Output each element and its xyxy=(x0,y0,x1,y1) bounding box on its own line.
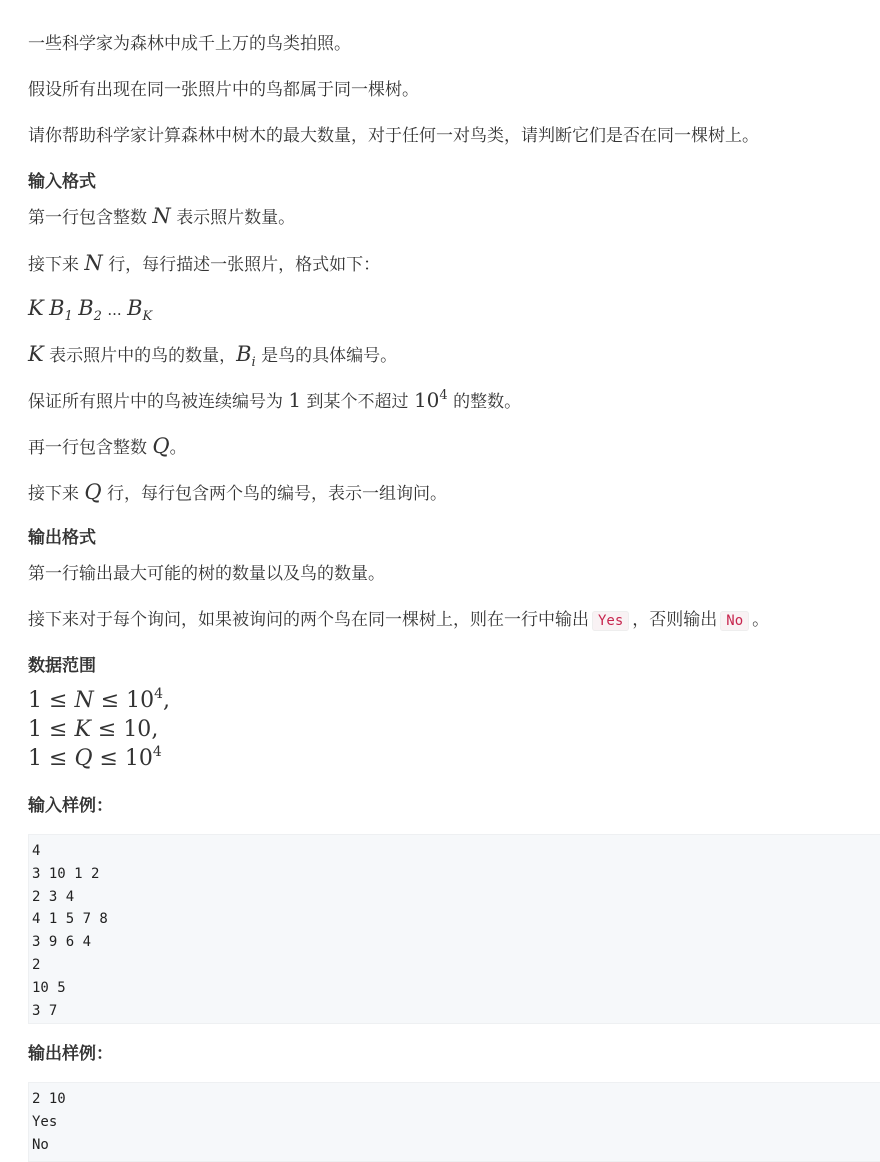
input-line-7-post: 行，每行包含两个鸟的编号，表示一组询问。 xyxy=(107,484,448,504)
input-line-4 xyxy=(28,342,397,368)
input-line-5-mid: 到某个不超过 xyxy=(306,392,409,412)
code-line: No xyxy=(32,1136,49,1153)
sample-input-code[interactable] xyxy=(28,834,880,1024)
sample-input-heading: 输入样例： xyxy=(28,796,113,816)
code-line: 2 xyxy=(32,956,41,973)
input-line-6-post: 。 xyxy=(169,438,187,458)
photo-format-formula xyxy=(28,296,152,322)
input-line-7-pre: 接下来 xyxy=(28,484,79,504)
input-line-6-pre: 再一行包含整数 xyxy=(28,438,147,458)
var-n: N xyxy=(152,204,171,228)
formula-bk: $B_K$ xyxy=(127,296,153,324)
formula-b2: $B_2$ xyxy=(78,296,102,324)
input-line-2 xyxy=(28,251,380,277)
input-line-4-mid: 表示照片中的鸟的数量， xyxy=(49,346,237,366)
code-line: 10 5 xyxy=(32,979,66,996)
input-format-heading: 输入格式 xyxy=(28,172,96,192)
num-ten-pow-four: $10^4$ xyxy=(413,388,448,412)
output-line-2-post: 。 xyxy=(752,610,770,630)
output-line-1: 第一行输出最大可能的树的数量以及鸟的数量。 xyxy=(28,564,385,584)
data-range-formulas xyxy=(28,686,170,773)
range-k: 1 ≤ K ≤ 10, xyxy=(28,717,159,742)
var-q: Q xyxy=(152,434,170,458)
formula-b1: $B_1$ xyxy=(49,296,73,324)
range-q: $1 \le Q \le 10^4$ xyxy=(28,744,162,771)
output-line-2-mid: ，否则输出 xyxy=(632,610,718,630)
code-line: 3 10 1 2 xyxy=(32,865,100,882)
no-code: No xyxy=(720,611,749,631)
input-line-5-post: 的整数。 xyxy=(453,392,522,412)
formula-dots: ... xyxy=(107,301,122,319)
range-n: $1 \le N \le 10^4$, xyxy=(28,686,171,713)
output-line-2 xyxy=(28,608,769,633)
formula-k: K xyxy=(28,296,44,320)
yes-code: Yes xyxy=(592,611,629,631)
var-n: N xyxy=(84,251,103,275)
sample-output-heading: 输出样例： xyxy=(28,1044,113,1064)
input-line-5-pre: 保证所有照片中的鸟被连续编号为 xyxy=(28,392,283,412)
input-line-7 xyxy=(28,480,447,506)
code-line: 3 7 xyxy=(32,1002,58,1019)
input-line-4-post: 是鸟的具体编号。 xyxy=(261,346,398,366)
input-line-1 xyxy=(28,204,295,230)
code-line: Yes xyxy=(32,1113,58,1130)
code-line: 2 3 4 xyxy=(32,888,75,905)
code-line: 4 1 5 7 8 xyxy=(32,911,108,928)
code-line: 3 9 6 4 xyxy=(32,934,92,951)
num-one: 1 xyxy=(288,388,302,412)
data-range-heading: 数据范围 xyxy=(28,656,96,676)
code-line: 2 10 xyxy=(32,1091,66,1107)
output-format-heading: 输出格式 xyxy=(28,528,96,548)
input-line-2-pre: 接下来 xyxy=(28,255,79,275)
code-line: 4 xyxy=(32,843,41,859)
var-k: K xyxy=(28,342,44,366)
input-line-1-post: 表示照片数量。 xyxy=(176,208,296,228)
intro-paragraph-1: 一些科学家为森林中成千上万的鸟类拍照。 xyxy=(28,34,351,54)
intro-paragraph-2: 假设所有出现在同一张照片中的鸟都属于同一棵树。 xyxy=(28,80,419,100)
var-q: Q xyxy=(84,480,102,504)
intro-paragraph-3: 请你帮助科学家计算森林中树木的最大数量，对于任何一对鸟类，请判断它们是否在同一棵树上。 xyxy=(28,126,759,146)
input-line-6 xyxy=(28,434,187,460)
var-bi: $B_i$ xyxy=(236,342,256,370)
sample-output-code[interactable] xyxy=(28,1082,880,1162)
input-line-1-pre: 第一行包含整数 xyxy=(28,208,147,228)
input-line-5 xyxy=(28,388,521,414)
input-line-2-post: 行，每行描述一张照片，格式如下： xyxy=(108,255,381,275)
output-line-2-pre: 接下来对于每个询问，如果被询问的两个鸟在同一棵树上，则在一行中输出 xyxy=(28,610,589,630)
